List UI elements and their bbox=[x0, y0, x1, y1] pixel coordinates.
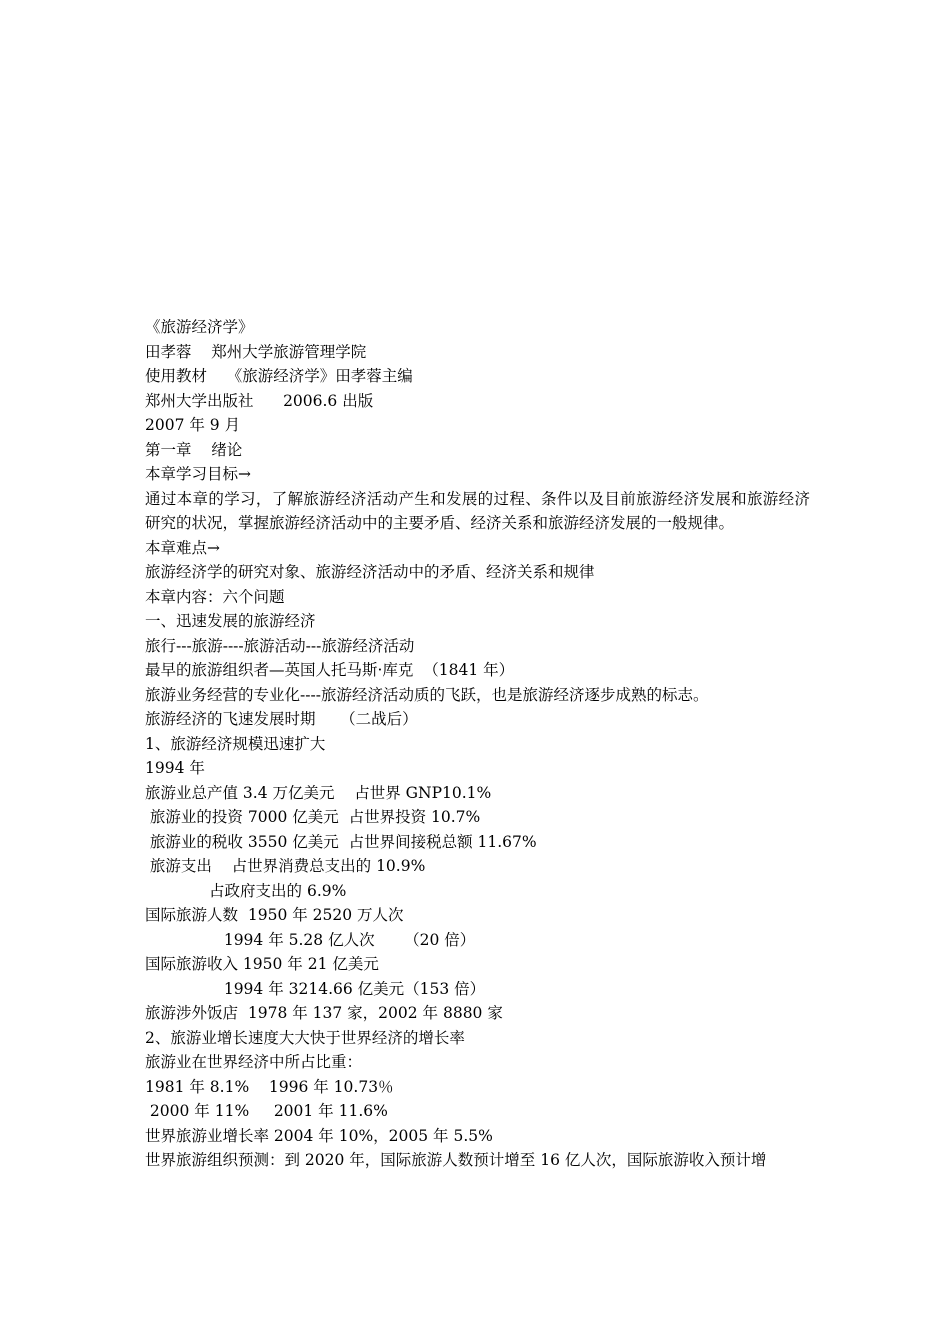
text-line: 1994 年 5.28 亿人次 （20 倍） bbox=[145, 930, 476, 949]
text-line: 1994 年 bbox=[145, 759, 205, 777]
text-line: 旅游业的投资 7000 亿美元 占世界投资 10.7% bbox=[145, 808, 481, 826]
text-line: 本章内容：六个问题 bbox=[145, 587, 285, 606]
text-line: 旅游涉外饭店 1978 年 137 家，2002 年 8880 家 bbox=[145, 1004, 503, 1022]
subsection-heading: 2、旅游业增长速度大大快于世界经济的增长率 bbox=[145, 1028, 465, 1047]
document-body bbox=[145, 315, 810, 1173]
text-line: 旅游经济的飞速发展时期 （二战后） bbox=[145, 710, 418, 728]
text-line: 旅游支出 占世界消费总支出的 10.9% bbox=[145, 857, 426, 875]
section-heading: 一、迅速发展的旅游经济 bbox=[145, 612, 316, 630]
text-line: 旅游业务经营的专业化----旅游经济活动质的飞跃，也是旅游经济逐步成熟的标志。 bbox=[145, 685, 709, 704]
book-title: 《旅游经济学》 bbox=[145, 318, 254, 336]
chapter-heading: 第一章 绪论 bbox=[145, 440, 243, 459]
textbook-line: 使用教材 《旅游经济学》田孝蓉主编 bbox=[145, 367, 413, 385]
text-line: 旅游业的税收 3550 亿美元 占世界间接税总额 11.67% bbox=[145, 832, 537, 851]
text-line: 2000 年 11% 2001 年 11.6% bbox=[145, 1102, 388, 1120]
text-line: 旅行---旅游----旅游活动---旅游经济活动 bbox=[145, 636, 415, 655]
text-line: 最早的旅游组织者—英国人托马斯·库克 （1841 年） bbox=[145, 661, 515, 679]
text-line: 国际旅游收入 1950 年 21 亿美元 bbox=[145, 955, 379, 973]
publisher-line: 郑州大学出版社 2006.6 出版 bbox=[145, 391, 374, 410]
text-line: 世界旅游组织预测：到 2020 年，国际旅游人数预计增至 16 亿人次，国际旅游收入预计增 bbox=[145, 1151, 767, 1169]
text-line: 1994 年 3214.66 亿美元（153 倍） bbox=[145, 979, 486, 998]
text-line: 占政府支出的 6.9% bbox=[145, 881, 347, 900]
text-line: 旅游业总产值 3.4 万亿美元 占世界 GNP10.1% bbox=[145, 783, 492, 802]
text-line: 国际旅游人数 1950 年 2520 万人次 bbox=[145, 906, 404, 924]
subsection-heading: 1、旅游经济规模迅速扩大 bbox=[145, 734, 326, 753]
text-line: 旅游经济学的研究对象、旅游经济活动中的矛盾、经济关系和规律 bbox=[145, 563, 595, 581]
text-line: 世界旅游业增长率 2004 年 10%，2005 年 5.5% bbox=[145, 1126, 493, 1145]
text-line: 1981 年 8.1% 1996 年 10.73％ bbox=[145, 1077, 394, 1096]
difficulties-heading: 本章难点→ bbox=[145, 538, 220, 557]
objectives-heading: 本章学习目标→ bbox=[145, 465, 251, 483]
text-line: 旅游业在世界经济中所占比重： bbox=[145, 1053, 363, 1071]
objectives-paragraph: 通过本章的学习，了解旅游经济活动产生和发展的过程、条件以及目前旅游经济发展和旅游经济研究的状况，掌握旅游经济活动中的主要矛盾、经济关系和旅游经济发展的一般规律。 bbox=[145, 489, 810, 532]
author-line: 田孝蓉 郑州大学旅游管理学院 bbox=[145, 342, 367, 361]
date-line: 2007 年 9 月 bbox=[145, 416, 241, 434]
